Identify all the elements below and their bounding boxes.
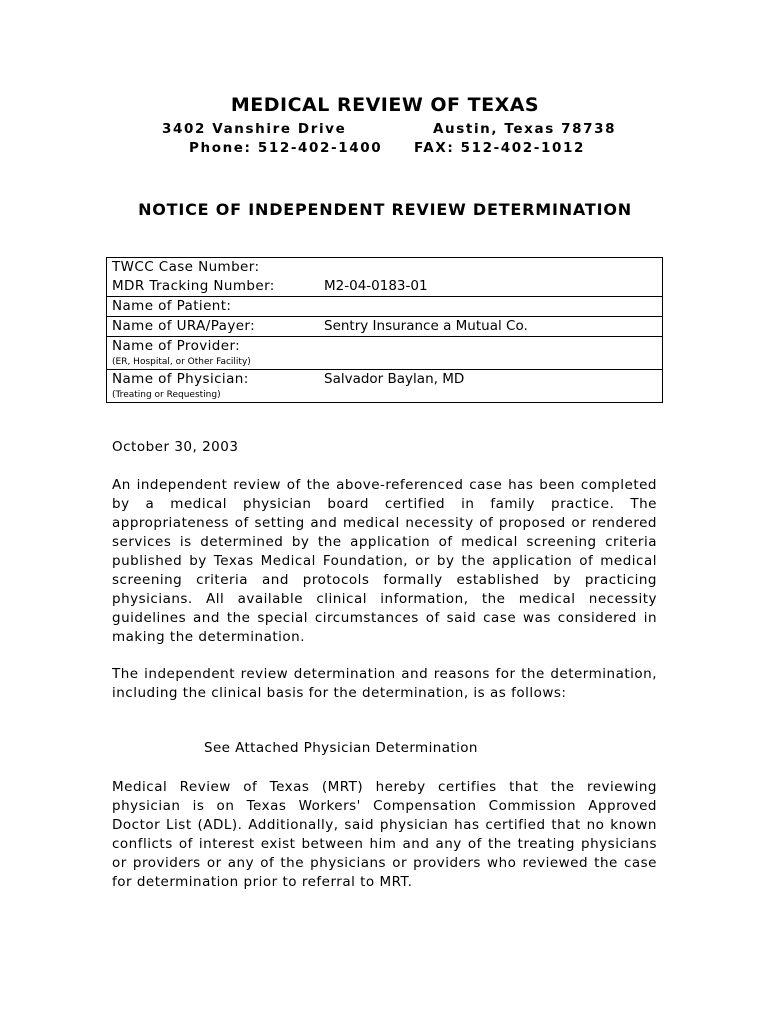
provider-label: Name of Provider: (ER, Hospital, or Other Facility) — [107, 337, 313, 370]
physician-note: (Treating or Requesting) — [112, 390, 221, 400]
provider-note: (ER, Hospital, or Other Facility) — [112, 357, 251, 367]
twcc-value — [312, 258, 663, 278]
table-row — [107, 370, 663, 403]
mdr-value: M2-04-0183-01 — [312, 277, 663, 297]
paragraph-review-completed: An independent review of the above-referenced case has been completed by a medical physician board certified in family practice. The appropriateness of setting and medical necessity of proposed or rendered services is determined by the application of medical screening criteria published by Texas Medical Foundation, or by the application of medical screening criteria and protocols formally established by practicing physicians. All available clinical information, the medical necessity guidelines and the special circumstances of said case was considered in making the determination. — [112, 477, 657, 645]
provider-value — [312, 337, 663, 370]
case-info-table — [106, 257, 663, 403]
payer-value: Sentry Insurance a Mutual Co. — [312, 317, 663, 337]
patient-value — [312, 297, 663, 317]
phone-number: Phone: 512-402-1400 — [189, 140, 383, 156]
street-address: 3402 Vanshire Drive — [162, 121, 347, 137]
payer-label: Name of URA/Payer: — [107, 317, 313, 337]
organization-name: MEDICAL REVIEW OF TEXAS — [230, 94, 540, 116]
table-row — [107, 337, 663, 370]
table-row — [107, 258, 663, 278]
paragraph-certification: Medical Review of Texas (MRT) hereby certifies that the reviewing physician is on Texas Workers' Compensation Commission Approved Doctor List (ADL). Additionally, said physician has certified that no known conflicts of interest exist between him and any of the treating physicians or providers or any of the physicians or providers who reviewed the case for determination prior to referral to MRT. — [112, 779, 657, 890]
table-row — [107, 277, 663, 297]
table-row — [107, 297, 663, 317]
physician-value: Salvador Baylan, MD — [312, 370, 663, 403]
patient-label: Name of Patient: — [107, 297, 313, 317]
city-state: Austin, Texas 78738 — [433, 121, 617, 137]
letter-date: October 30, 2003 — [112, 439, 239, 455]
see-attached-note: See Attached Physician Determination — [204, 740, 478, 756]
fax-number: FAX: 512-402-1012 — [414, 140, 585, 156]
twcc-label: TWCC Case Number: — [107, 258, 313, 278]
notice-title: NOTICE OF INDEPENDENT REVIEW DETERMINATION — [138, 200, 632, 219]
physician-label: Name of Physician: (Treating or Requesting) — [107, 370, 313, 403]
paragraph-determination: The independent review determination and reasons for the determination, including the clinical basis for the determination, is as follows: — [112, 666, 657, 701]
table-row — [107, 317, 663, 337]
mdr-label: MDR Tracking Number: — [107, 277, 313, 297]
